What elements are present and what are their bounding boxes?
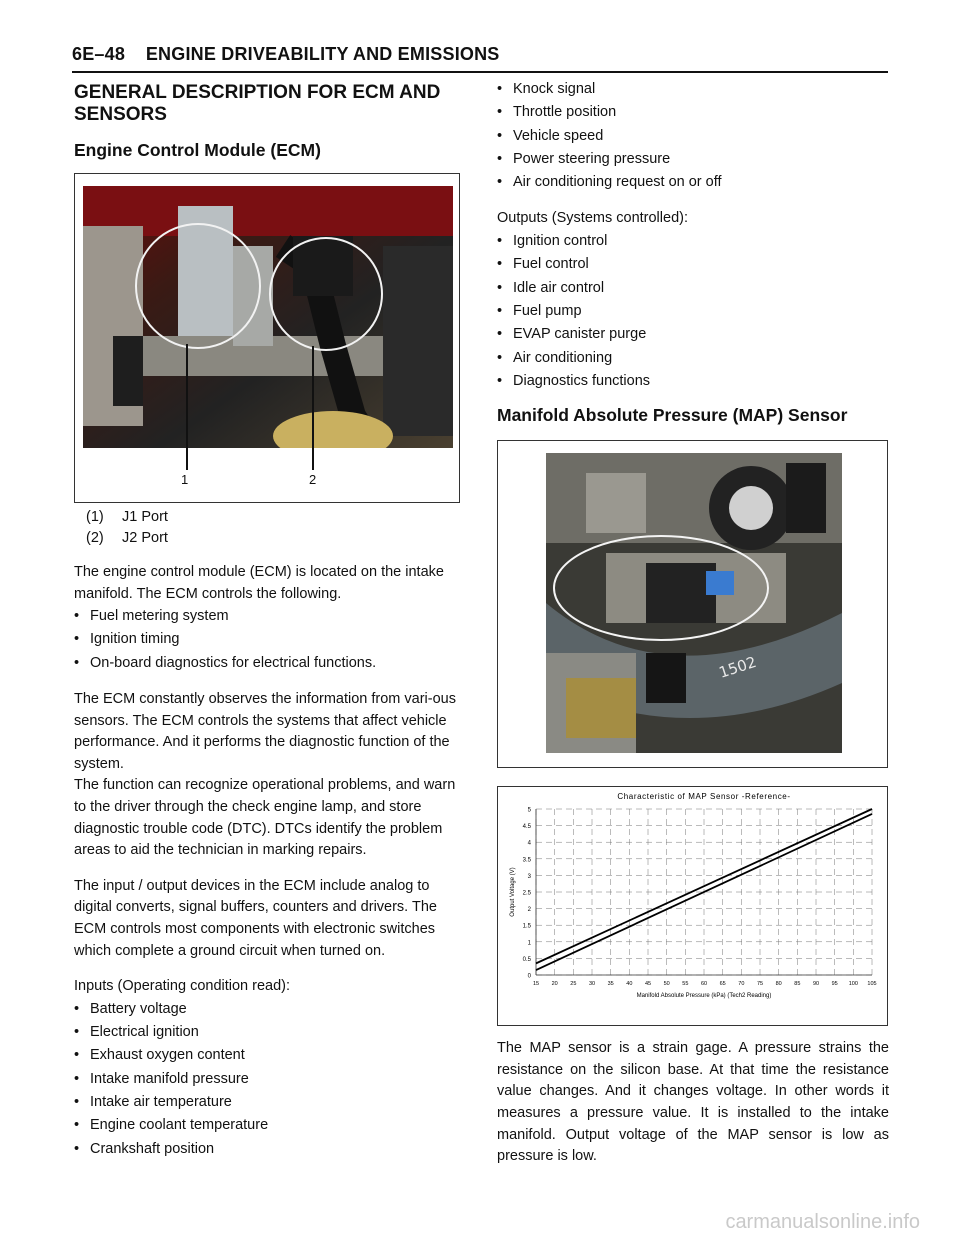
list-item: • Vehicle speed bbox=[497, 125, 889, 148]
callout-2-label: 2 bbox=[309, 472, 317, 487]
x-axis-label: Manifold Absolute Pressure (kPa) (Tech2 Reading) bbox=[636, 993, 772, 1000]
list-item: • Power steering pressure bbox=[497, 148, 889, 171]
caption-2: (2) J2 Port bbox=[86, 530, 168, 546]
map-sensor-figure bbox=[497, 440, 888, 768]
x-tick-label: 25 bbox=[570, 981, 577, 988]
x-tick-label: 50 bbox=[663, 981, 670, 988]
x-tick-label: 90 bbox=[812, 981, 820, 988]
y-tick-label: 0.5 bbox=[522, 957, 531, 964]
y-axis-label: Output Voltage (V) bbox=[510, 867, 516, 917]
y-tick-label: 3.5 bbox=[522, 857, 531, 864]
chart-title: Characteristic of MAP Sensor -Reference- bbox=[617, 792, 791, 802]
ecm-intro-paragraph: The engine control module (ECM) is located on the intake manifold. The ECM controls the following. bbox=[74, 564, 444, 602]
list-item: • Crankshaft position bbox=[74, 1138, 466, 1161]
map-characteristic-chart bbox=[498, 787, 887, 1025]
x-tick-label: 60 bbox=[700, 981, 708, 988]
list-item: • Air conditioning bbox=[497, 347, 889, 370]
list-item: • Exhaust oxygen content bbox=[74, 1044, 466, 1067]
x-tick-label: 35 bbox=[607, 981, 614, 988]
ecm-controls-list bbox=[74, 605, 466, 675]
x-tick-label: 75 bbox=[756, 981, 764, 988]
list-item: • Throttle position bbox=[497, 101, 889, 124]
x-tick-label: 15 bbox=[532, 981, 540, 988]
left-column bbox=[74, 82, 466, 1161]
inputs-title: Inputs (Operating condition read): bbox=[74, 978, 291, 995]
list-item: • Ignition control bbox=[497, 230, 889, 253]
ecm-function-paragraph: The function can recognize operational problems, and warn to the driver through the check engine lamp, and store diagnostic trouble code (DTC). DTCs identify the problem areas to aid the technician in marking repairs. bbox=[74, 777, 456, 859]
x-tick-label: 105 bbox=[867, 981, 877, 988]
x-tick-label: 70 bbox=[738, 981, 745, 988]
list-item: • Diagnostics functions bbox=[497, 370, 889, 393]
hose-label: 1502 bbox=[716, 653, 759, 682]
x-tick-label: 95 bbox=[831, 981, 838, 988]
map-sensor-paragraph: The MAP sensor is a strain gage. A pressure strains the resistance on the silicon base. At that time the resistance value changes. And it changes voltage. In other words it measures a pressure value. It is installed to the intake manifold. Output voltage of the MAP sensor is low as pressure is low. bbox=[497, 1040, 889, 1165]
page-title: 6E–48 ENGINE DRIVEABILITY AND EMISSIONS bbox=[72, 44, 500, 64]
x-tick-label: 80 bbox=[775, 981, 782, 988]
y-tick-label: 2.5 bbox=[522, 890, 531, 897]
watermark: carmanualsonline.info bbox=[725, 1211, 920, 1233]
x-tick-label: 65 bbox=[719, 981, 726, 988]
caption-1: (1) J1 Port bbox=[86, 509, 168, 525]
y-tick-label: 5 bbox=[527, 807, 531, 814]
list-item: • Fuel metering system bbox=[74, 605, 466, 628]
x-tick-label: 40 bbox=[626, 981, 633, 988]
outputs-title: Outputs (Systems controlled): bbox=[497, 210, 688, 227]
y-tick-label: 1.5 bbox=[522, 923, 531, 930]
callout-line-1 bbox=[186, 344, 188, 470]
ecm-figure bbox=[74, 173, 460, 503]
x-tick-label: 45 bbox=[644, 981, 652, 988]
list-item: • Air conditioning request on or off bbox=[497, 171, 889, 194]
y-tick-label: 0 bbox=[527, 973, 531, 980]
y-tick-label: 2 bbox=[527, 907, 531, 914]
inputs-list-continued bbox=[497, 78, 889, 194]
outputs-list bbox=[497, 230, 889, 393]
map-sensor-photo bbox=[546, 453, 842, 753]
list-item: • On-board diagnostics for electrical functions. bbox=[74, 652, 466, 675]
list-item: • EVAP canister purge bbox=[497, 323, 889, 346]
header-rule bbox=[72, 71, 888, 73]
list-item: • Intake manifold pressure bbox=[74, 1068, 466, 1091]
x-tick-label: 85 bbox=[794, 981, 801, 988]
ecm-io-paragraph: The input / output devices in the ECM include analog to digital converts, signal buffers, counters and drivers. The ECM controls most components with electronic switches which complete a ground circuit when turned on. bbox=[74, 877, 437, 959]
y-tick-label: 1 bbox=[527, 940, 531, 947]
y-tick-label: 4.5 bbox=[522, 824, 531, 831]
list-item: • Engine coolant temperature bbox=[74, 1114, 466, 1137]
x-tick-label: 100 bbox=[848, 981, 858, 988]
list-item: • Battery voltage bbox=[74, 998, 466, 1021]
list-item: • Knock signal bbox=[497, 78, 889, 101]
inputs-list bbox=[74, 998, 466, 1161]
list-item: • Idle air control bbox=[497, 277, 889, 300]
map-chart-figure bbox=[497, 786, 888, 1026]
x-tick-label: 30 bbox=[588, 981, 596, 988]
page-header bbox=[72, 44, 888, 65]
y-tick-label: 3 bbox=[527, 874, 531, 881]
list-item: • Ignition timing bbox=[74, 628, 466, 651]
callout-1-label: 1 bbox=[181, 472, 189, 487]
subsection-title: Engine Control Module (ECM) bbox=[74, 140, 321, 160]
x-tick-label: 55 bbox=[682, 981, 689, 988]
ecm-observes-paragraph: The ECM constantly observes the information from vari-ous sensors. The ECM controls the systems that affect vehicle performance. And it performs the diagnostic function of the system. bbox=[74, 691, 456, 772]
section-title: GENERAL DESCRIPTION FOR ECM AND SENSORS bbox=[74, 82, 441, 125]
map-sensor-title: Manifold Absolute Pressure (MAP) Sensor bbox=[497, 405, 848, 426]
right-column bbox=[497, 82, 889, 1168]
callout-line-2 bbox=[312, 346, 314, 470]
list-item: • Electrical ignition bbox=[74, 1021, 466, 1044]
list-item: • Intake air temperature bbox=[74, 1091, 466, 1114]
list-item: • Fuel pump bbox=[497, 300, 889, 323]
list-item: • Fuel control bbox=[497, 253, 889, 276]
ecm-photo bbox=[83, 186, 453, 448]
x-tick-label: 20 bbox=[551, 981, 558, 988]
y-tick-label: 4 bbox=[527, 840, 531, 847]
